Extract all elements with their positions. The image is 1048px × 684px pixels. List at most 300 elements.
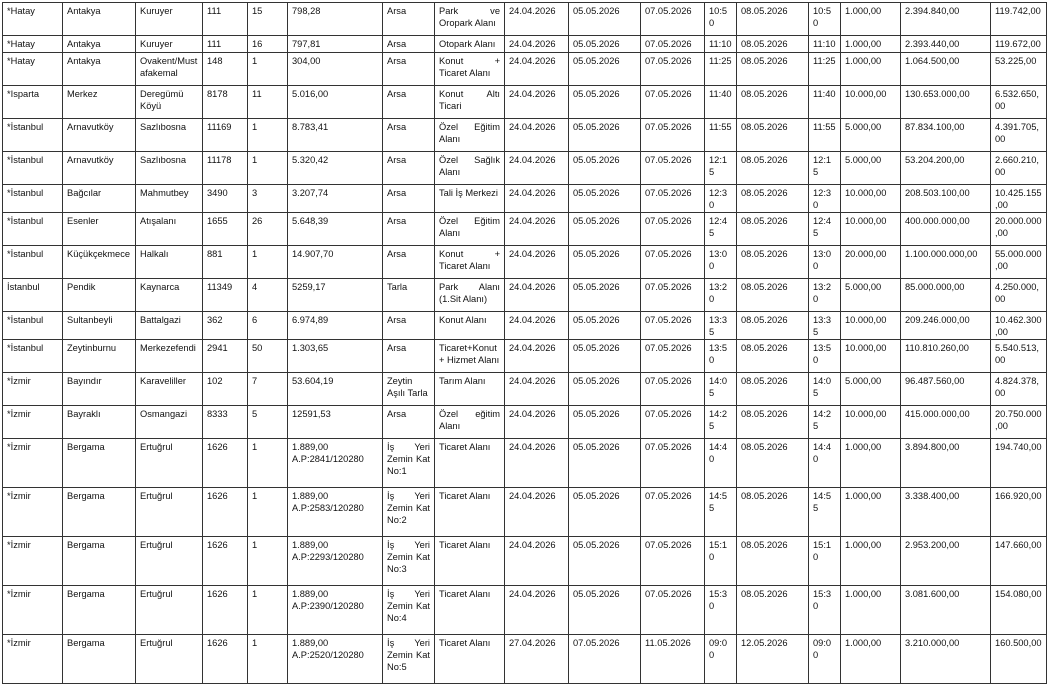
auction-date-cell: 07.05.2026 [641,36,705,53]
block-cell: 1655 [203,213,248,246]
application-date-cell: 05.05.2026 [569,53,641,86]
block-cell: 1626 [203,439,248,488]
property-type-cell: Arsa [383,312,435,340]
application-date-cell: 07.05.2026 [569,635,641,684]
auction-time-cell: 12:30 [705,185,737,213]
neighborhood-cell: Kaynarca [136,279,203,312]
area-cell: 1.889,00 A.P:2520/120280 [288,635,383,684]
auction-date-cell: 07.05.2026 [641,586,705,635]
second-auction-date-cell: 08.05.2026 [737,3,809,36]
second-auction-time-cell: 09:00 [809,635,841,684]
table-row [3,373,1047,406]
estimated-value-cell: 1.100.000.000,00 [901,246,991,279]
neighborhood-cell: Ertuğrul [136,488,203,537]
estimated-value-cell: 2.394.840,00 [901,3,991,36]
area-cell: 6.974,89 [288,312,383,340]
district-cell: Merkez [63,86,136,119]
estimated-value-cell: 2.393.440,00 [901,36,991,53]
city-cell: *Isparta [3,86,63,119]
increment-amount-cell: 10.000,00 [841,213,901,246]
city-cell: *İstanbul [3,246,63,279]
zoning-cell: Ticaret Alanı [435,488,505,537]
neighborhood-cell: Kuruyer [136,3,203,36]
block-cell: 3490 [203,185,248,213]
block-cell: 881 [203,246,248,279]
area-cell: 12591,53 [288,406,383,439]
parcel-cell: 1 [248,152,288,185]
parcel-cell: 4 [248,279,288,312]
block-cell: 111 [203,36,248,53]
auction-time-cell: 13:35 [705,312,737,340]
property-type-cell: İş Yeri Zemin Kat No:2 [383,488,435,537]
second-auction-date-cell: 08.05.2026 [737,36,809,53]
increment-amount-cell: 1.000,00 [841,635,901,684]
parcel-cell: 1 [248,635,288,684]
auction-time-cell: 14:40 [705,439,737,488]
city-cell: *Hatay [3,36,63,53]
zoning-cell: Park ve Oropark Alanı [435,3,505,36]
auction-date-cell: 07.05.2026 [641,185,705,213]
block-cell: 111 [203,3,248,36]
table-row [3,586,1047,635]
increment-amount-cell: 1.000,00 [841,3,901,36]
auction-time-cell: 09:00 [705,635,737,684]
property-type-cell: Zeytin Aşılı Tarla [383,373,435,406]
table-row [3,152,1047,185]
guarantee-amount-cell: 55.000.000,00 [991,246,1047,279]
application-date-cell: 05.05.2026 [569,213,641,246]
area-cell: 5.320,42 [288,152,383,185]
guarantee-amount-cell: 20.750.000,00 [991,406,1047,439]
block-cell: 8333 [203,406,248,439]
announcement-date-cell: 24.04.2026 [505,312,569,340]
increment-amount-cell: 10.000,00 [841,312,901,340]
application-date-cell: 05.05.2026 [569,586,641,635]
table-row [3,3,1047,36]
district-cell: Bergama [63,635,136,684]
city-cell: *İzmir [3,406,63,439]
second-auction-time-cell: 15:30 [809,586,841,635]
table-row [3,36,1047,53]
property-type-cell: Arsa [383,152,435,185]
second-auction-time-cell: 14:40 [809,439,841,488]
zoning-cell: Özel Eğitim Alanı [435,213,505,246]
parcel-cell: 6 [248,312,288,340]
neighborhood-cell: Ertuğrul [136,586,203,635]
zoning-cell: Konut Altı Ticari [435,86,505,119]
area-cell: 5.648,39 [288,213,383,246]
application-date-cell: 05.05.2026 [569,537,641,586]
estimated-value-cell: 1.064.500,00 [901,53,991,86]
parcel-cell: 1 [248,53,288,86]
guarantee-amount-cell: 4.250.000,00 [991,279,1047,312]
parcel-cell: 1 [248,488,288,537]
property-type-cell: Arsa [383,119,435,152]
second-auction-date-cell: 08.05.2026 [737,406,809,439]
neighborhood-cell: Ovakent/Mustafakemal [136,53,203,86]
second-auction-date-cell: 08.05.2026 [737,119,809,152]
parcel-cell: 26 [248,213,288,246]
table-row [3,246,1047,279]
second-auction-date-cell: 08.05.2026 [737,152,809,185]
increment-amount-cell: 5.000,00 [841,279,901,312]
block-cell: 1626 [203,488,248,537]
second-auction-time-cell: 13:00 [809,246,841,279]
increment-amount-cell: 10.000,00 [841,86,901,119]
announcement-date-cell: 24.04.2026 [505,53,569,86]
neighborhood-cell: Sazlıbosna [136,152,203,185]
guarantee-amount-cell: 6.532.650,00 [991,86,1047,119]
announcement-date-cell: 24.04.2026 [505,488,569,537]
area-cell: 1.889,00 A.P:2841/120280 [288,439,383,488]
auction-time-cell: 12:45 [705,213,737,246]
second-auction-date-cell: 08.05.2026 [737,488,809,537]
second-auction-time-cell: 13:50 [809,340,841,373]
area-cell: 3.207,74 [288,185,383,213]
application-date-cell: 05.05.2026 [569,246,641,279]
area-cell: 8.783,41 [288,119,383,152]
application-date-cell: 05.05.2026 [569,279,641,312]
second-auction-time-cell: 12:30 [809,185,841,213]
neighborhood-cell: Ertuğrul [136,537,203,586]
parcel-cell: 11 [248,86,288,119]
estimated-value-cell: 3.894.800,00 [901,439,991,488]
district-cell: Bergama [63,586,136,635]
guarantee-amount-cell: 119.672,00 [991,36,1047,53]
auction-date-cell: 07.05.2026 [641,3,705,36]
area-cell: 5259,17 [288,279,383,312]
neighborhood-cell: Atışalanı [136,213,203,246]
neighborhood-cell: Ertuğrul [136,635,203,684]
zoning-cell: Tali İş Merkezi [435,185,505,213]
city-cell: *İzmir [3,586,63,635]
guarantee-amount-cell: 194.740,00 [991,439,1047,488]
table-row [3,488,1047,537]
neighborhood-cell: Mahmutbey [136,185,203,213]
guarantee-amount-cell: 10.425.155,00 [991,185,1047,213]
increment-amount-cell: 5.000,00 [841,373,901,406]
parcel-cell: 50 [248,340,288,373]
zoning-cell: Konut Alanı [435,312,505,340]
table-row [3,406,1047,439]
area-cell: 53.604,19 [288,373,383,406]
application-date-cell: 05.05.2026 [569,340,641,373]
announcement-date-cell: 24.04.2026 [505,3,569,36]
neighborhood-cell: Osmangazi [136,406,203,439]
table-row [3,53,1047,86]
guarantee-amount-cell: 20.000.000,00 [991,213,1047,246]
second-auction-time-cell: 14:25 [809,406,841,439]
increment-amount-cell: 1.000,00 [841,36,901,53]
announcement-date-cell: 24.04.2026 [505,439,569,488]
area-cell: 797,81 [288,36,383,53]
area-cell: 14.907,70 [288,246,383,279]
property-type-cell: Arsa [383,3,435,36]
district-cell: Arnavutköy [63,119,136,152]
area-cell: 1.889,00 A.P:2293/120280 [288,537,383,586]
second-auction-date-cell: 08.05.2026 [737,279,809,312]
increment-amount-cell: 20.000,00 [841,246,901,279]
announcement-date-cell: 24.04.2026 [505,586,569,635]
announcement-date-cell: 24.04.2026 [505,279,569,312]
auction-time-cell: 15:10 [705,537,737,586]
property-type-cell: Arsa [383,246,435,279]
estimated-value-cell: 87.834.100,00 [901,119,991,152]
property-type-cell: Arsa [383,36,435,53]
auction-time-cell: 15:30 [705,586,737,635]
announcement-date-cell: 24.04.2026 [505,373,569,406]
zoning-cell: Ticaret Alanı [435,635,505,684]
second-auction-date-cell: 08.05.2026 [737,185,809,213]
second-auction-date-cell: 12.05.2026 [737,635,809,684]
table-row [3,185,1047,213]
guarantee-amount-cell: 119.742,00 [991,3,1047,36]
announcement-date-cell: 24.04.2026 [505,340,569,373]
guarantee-amount-cell: 4.391.705,00 [991,119,1047,152]
city-cell: *İzmir [3,373,63,406]
block-cell: 148 [203,53,248,86]
city-cell: *İstanbul [3,340,63,373]
property-type-cell: İş Yeri Zemin Kat No:4 [383,586,435,635]
announcement-date-cell: 24.04.2026 [505,406,569,439]
district-cell: Küçükçekmece [63,246,136,279]
second-auction-time-cell: 13:20 [809,279,841,312]
neighborhood-cell: Merkezefendi [136,340,203,373]
area-cell: 1.889,00 A.P:2390/120280 [288,586,383,635]
increment-amount-cell: 1.000,00 [841,586,901,635]
auction-date-cell: 07.05.2026 [641,488,705,537]
table-row [3,279,1047,312]
second-auction-time-cell: 12:15 [809,152,841,185]
auction-time-cell: 12:15 [705,152,737,185]
property-auction-table [2,2,1047,684]
district-cell: Sultanbeyli [63,312,136,340]
district-cell: Bergama [63,488,136,537]
auction-date-cell: 07.05.2026 [641,340,705,373]
area-cell: 1.889,00 A.P:2583/120280 [288,488,383,537]
auction-time-cell: 14:55 [705,488,737,537]
auction-date-cell: 07.05.2026 [641,53,705,86]
zoning-cell: Ticaret Alanı [435,586,505,635]
neighborhood-cell: Sazlıbosna [136,119,203,152]
parcel-cell: 5 [248,406,288,439]
area-cell: 304,00 [288,53,383,86]
announcement-date-cell: 24.04.2026 [505,537,569,586]
estimated-value-cell: 415.000.000,00 [901,406,991,439]
auction-date-cell: 07.05.2026 [641,537,705,586]
auction-date-cell: 07.05.2026 [641,373,705,406]
city-cell: İstanbul [3,279,63,312]
auction-time-cell: 11:10 [705,36,737,53]
table-row [3,340,1047,373]
zoning-cell: Ticaret Alanı [435,537,505,586]
estimated-value-cell: 209.246.000,00 [901,312,991,340]
auction-time-cell: 13:20 [705,279,737,312]
block-cell: 2941 [203,340,248,373]
application-date-cell: 05.05.2026 [569,86,641,119]
city-cell: *İstanbul [3,312,63,340]
district-cell: Zeytinburnu [63,340,136,373]
auction-date-cell: 07.05.2026 [641,406,705,439]
estimated-value-cell: 2.953.200,00 [901,537,991,586]
second-auction-time-cell: 14:55 [809,488,841,537]
estimated-value-cell: 96.487.560,00 [901,373,991,406]
auction-date-cell: 07.05.2026 [641,246,705,279]
auction-date-cell: 07.05.2026 [641,213,705,246]
announcement-date-cell: 27.04.2026 [505,635,569,684]
second-auction-date-cell: 08.05.2026 [737,246,809,279]
increment-amount-cell: 1.000,00 [841,53,901,86]
auction-time-cell: 13:00 [705,246,737,279]
guarantee-amount-cell: 4.824.378,00 [991,373,1047,406]
zoning-cell: Park Alanı (1.Sit Alanı) [435,279,505,312]
zoning-cell: Tarım Alanı [435,373,505,406]
zoning-cell: Özel Sağlık Alanı [435,152,505,185]
table-row [3,312,1047,340]
estimated-value-cell: 110.810.260,00 [901,340,991,373]
city-cell: *İstanbul [3,185,63,213]
table-row [3,439,1047,488]
city-cell: *İzmir [3,635,63,684]
district-cell: Bayındır [63,373,136,406]
block-cell: 11349 [203,279,248,312]
increment-amount-cell: 10.000,00 [841,406,901,439]
application-date-cell: 05.05.2026 [569,3,641,36]
city-cell: *İstanbul [3,119,63,152]
zoning-cell: Özel Eğitim Alanı [435,119,505,152]
increment-amount-cell: 5.000,00 [841,119,901,152]
auction-time-cell: 13:50 [705,340,737,373]
district-cell: Pendik [63,279,136,312]
increment-amount-cell: 10.000,00 [841,185,901,213]
increment-amount-cell: 10.000,00 [841,340,901,373]
property-type-cell: İş Yeri Zemin Kat No:3 [383,537,435,586]
city-cell: *İstanbul [3,213,63,246]
announcement-date-cell: 24.04.2026 [505,185,569,213]
announcement-date-cell: 24.04.2026 [505,152,569,185]
second-auction-date-cell: 08.05.2026 [737,86,809,119]
application-date-cell: 05.05.2026 [569,373,641,406]
second-auction-time-cell: 13:35 [809,312,841,340]
block-cell: 102 [203,373,248,406]
application-date-cell: 05.05.2026 [569,119,641,152]
auction-time-cell: 14:25 [705,406,737,439]
parcel-cell: 3 [248,185,288,213]
guarantee-amount-cell: 5.540.513,00 [991,340,1047,373]
neighborhood-cell: Kuruyer [136,36,203,53]
parcel-cell: 7 [248,373,288,406]
zoning-cell: Ticaret+Konut+ Hizmet Alanı [435,340,505,373]
auction-time-cell: 14:05 [705,373,737,406]
second-auction-date-cell: 08.05.2026 [737,537,809,586]
second-auction-date-cell: 08.05.2026 [737,586,809,635]
estimated-value-cell: 400.000.000,00 [901,213,991,246]
second-auction-date-cell: 08.05.2026 [737,312,809,340]
block-cell: 1626 [203,537,248,586]
auction-time-cell: 11:25 [705,53,737,86]
announcement-date-cell: 24.04.2026 [505,86,569,119]
parcel-cell: 16 [248,36,288,53]
block-cell: 11169 [203,119,248,152]
property-type-cell: Arsa [383,340,435,373]
district-cell: Bergama [63,439,136,488]
auction-date-cell: 07.05.2026 [641,279,705,312]
guarantee-amount-cell: 160.500,00 [991,635,1047,684]
block-cell: 1626 [203,586,248,635]
parcel-cell: 1 [248,537,288,586]
guarantee-amount-cell: 147.660,00 [991,537,1047,586]
second-auction-time-cell: 11:25 [809,53,841,86]
auction-time-cell: 11:55 [705,119,737,152]
increment-amount-cell: 1.000,00 [841,439,901,488]
parcel-cell: 1 [248,246,288,279]
property-type-cell: Arsa [383,53,435,86]
table-row [3,119,1047,152]
neighborhood-cell: Deregümü Köyü [136,86,203,119]
property-type-cell: Arsa [383,86,435,119]
district-cell: Antakya [63,36,136,53]
second-auction-time-cell: 10:50 [809,3,841,36]
auction-date-cell: 07.05.2026 [641,119,705,152]
neighborhood-cell: Battalgazi [136,312,203,340]
zoning-cell: Konut + Ticaret Alanı [435,53,505,86]
second-auction-time-cell: 11:55 [809,119,841,152]
block-cell: 1626 [203,635,248,684]
neighborhood-cell: Karaveliller [136,373,203,406]
table-row [3,537,1047,586]
area-cell: 1.303,65 [288,340,383,373]
parcel-cell: 1 [248,119,288,152]
announcement-date-cell: 24.04.2026 [505,213,569,246]
auction-date-cell: 07.05.2026 [641,152,705,185]
auction-date-cell: 11.05.2026 [641,635,705,684]
area-cell: 5.016,00 [288,86,383,119]
district-cell: Bergama [63,537,136,586]
table-row [3,213,1047,246]
area-cell: 798,28 [288,3,383,36]
application-date-cell: 05.05.2026 [569,439,641,488]
zoning-cell: Ticaret Alanı [435,439,505,488]
district-cell: Esenler [63,213,136,246]
announcement-date-cell: 24.04.2026 [505,119,569,152]
auction-time-cell: 10:50 [705,3,737,36]
block-cell: 8178 [203,86,248,119]
table-row [3,635,1047,684]
estimated-value-cell: 130.653.000,00 [901,86,991,119]
increment-amount-cell: 1.000,00 [841,488,901,537]
announcement-date-cell: 24.04.2026 [505,246,569,279]
table-row [3,86,1047,119]
guarantee-amount-cell: 154.080,00 [991,586,1047,635]
second-auction-time-cell: 14:05 [809,373,841,406]
guarantee-amount-cell: 53.225,00 [991,53,1047,86]
city-cell: *Hatay [3,3,63,36]
block-cell: 11178 [203,152,248,185]
announcement-date-cell: 24.04.2026 [505,36,569,53]
block-cell: 362 [203,312,248,340]
second-auction-date-cell: 08.05.2026 [737,53,809,86]
auction-time-cell: 11:40 [705,86,737,119]
city-cell: *İzmir [3,488,63,537]
second-auction-date-cell: 08.05.2026 [737,340,809,373]
application-date-cell: 05.05.2026 [569,312,641,340]
estimated-value-cell: 85.000.000,00 [901,279,991,312]
city-cell: *İstanbul [3,152,63,185]
auction-date-cell: 07.05.2026 [641,439,705,488]
second-auction-time-cell: 11:40 [809,86,841,119]
neighborhood-cell: Ertuğrul [136,439,203,488]
increment-amount-cell: 5.000,00 [841,152,901,185]
